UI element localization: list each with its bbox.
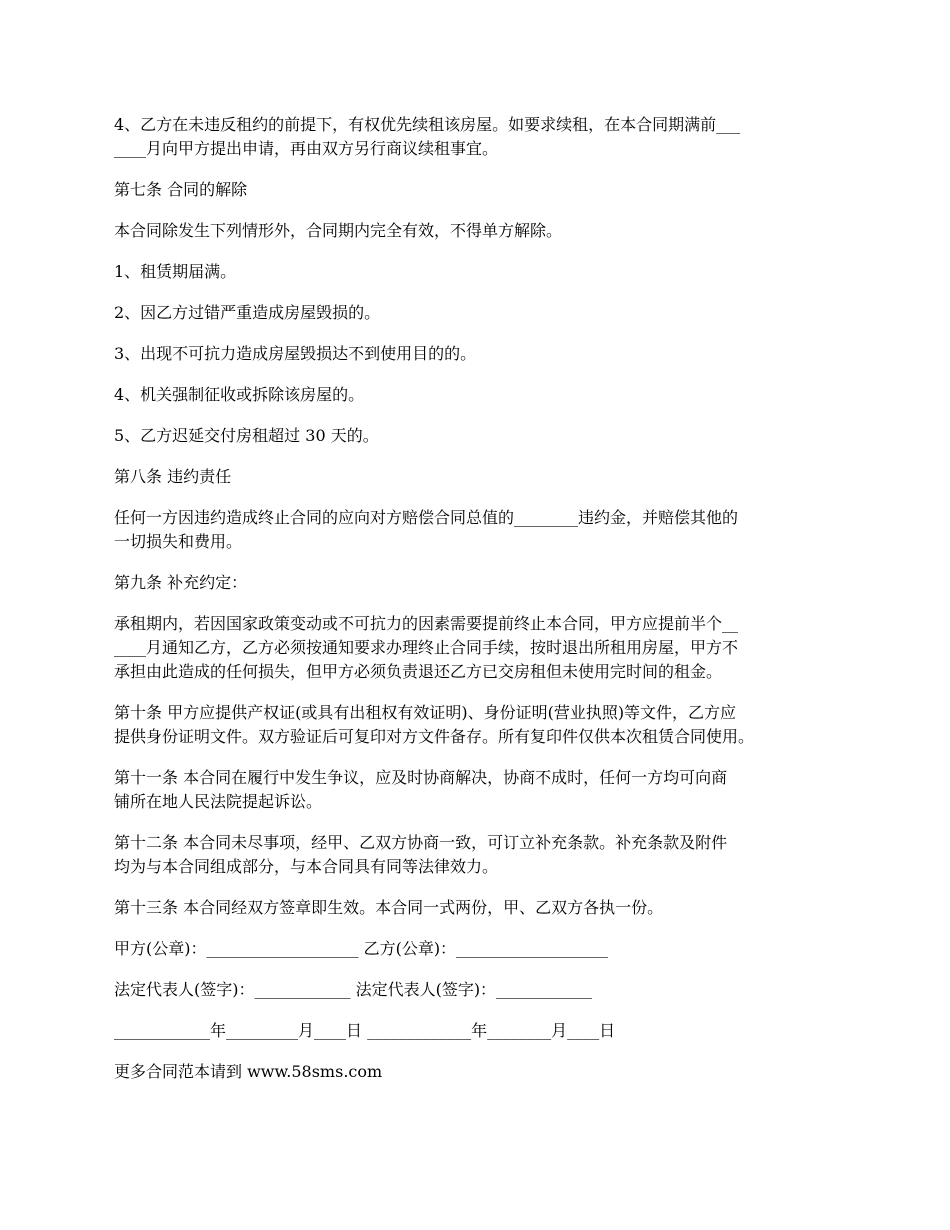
- text-line: 2、因乙方过错严重造成房屋毁损的。: [114, 303, 381, 322]
- text-line: 第九条 补充约定：: [114, 573, 248, 592]
- text-line: 4、乙方在未违反租约的前提下，有权优先续租该房屋。如要求续租，在本合同期满前___: [114, 115, 741, 134]
- text-line: ____月向甲方提出申请，再由双方另行商议续租事宜。: [114, 139, 499, 158]
- text-line: ____月通知乙方，乙方必须按通知要求办理终止合同手续，按时退出所租用房屋，甲方不: [114, 638, 739, 657]
- article-11: [114, 766, 850, 814]
- text-line: 第十三条 本合同经双方签章即生效。本合同一式两份，甲、乙双方各执一份。: [114, 898, 664, 917]
- text-line: 第八条 违约责任: [114, 467, 232, 486]
- article-9-body: [114, 612, 850, 684]
- text-line: ____________年_________月____日 _____________年________月____日: [114, 1021, 616, 1040]
- text-line: 本合同除发生下列情形外，合同期内完全有效，不得单方解除。: [114, 221, 563, 240]
- article-9-heading: [114, 571, 850, 595]
- text-line: 任何一方因违约造成终止合同的应向对方赔偿合同总值的________违约金，并赔偿其他的: [114, 508, 739, 527]
- text-line: 承担由此造成的任何损失，但甲方必须负责退还乙方已交房租但未使用完时间的租金。: [114, 662, 723, 681]
- text-line: 第七条 合同的解除: [114, 180, 248, 199]
- termination-item-1: [114, 260, 850, 284]
- text-line: 提供身份证明文件。双方验证后可复印对方文件备存。所有复印件仅供本次租赁合同使用。: [114, 727, 755, 746]
- termination-item-4: [114, 383, 850, 407]
- termination-item-2: [114, 301, 850, 325]
- text-line: 一切损失和费用。: [114, 532, 243, 551]
- article-8-body: [114, 506, 850, 554]
- article-13: [114, 896, 850, 920]
- termination-item-5: [114, 424, 850, 448]
- text-line: 承租期内，若因国家政策变动或不可抗力的因素需要提前终止本合同，甲方应提前半个__: [114, 614, 739, 633]
- text-line: 均为与本合同组成部分，与本合同具有同等法律效力。: [114, 857, 499, 876]
- text-line: 3、出现不可抗力造成房屋毁损达不到使用目的的。: [114, 344, 477, 363]
- text-line: 1、租赁期届满。: [114, 262, 237, 281]
- text-line: 甲方(公章)：___________________ 乙方(公章)：___________________: [114, 939, 609, 958]
- text-line: 第十一条 本合同在履行中发生争议，应及时协商解决，协商不成时，任何一方均可向商: [114, 768, 728, 787]
- text-line: 更多合同范本请到 www.58sms.com: [114, 1062, 383, 1081]
- signature-representative-line: [114, 978, 850, 1002]
- article-7-heading: [114, 178, 850, 202]
- text-line: 第十二条 本合同未尽事项，经甲、乙双方协商一致，可订立补充条款。补充条款及附件: [114, 833, 728, 852]
- signature-seal-line: [114, 937, 850, 961]
- text-line: 法定代表人(签字)：____________ 法定代表人(签字)：____________: [114, 980, 593, 999]
- article-8-heading: [114, 465, 850, 489]
- text-line: 第十条 甲方应提供产权证(或具有出租权有效证明)、身份证明(营业执照)等文件，乙方应: [114, 703, 737, 722]
- document-body: [114, 113, 850, 1101]
- article-10: [114, 701, 850, 749]
- footer-more-templates: [114, 1060, 850, 1084]
- signature-date-line: [114, 1019, 850, 1043]
- text-line: 4、机关强制征收或拆除该房屋的。: [114, 385, 365, 404]
- article-12: [114, 831, 850, 879]
- article-7-intro: [114, 219, 850, 243]
- termination-item-3: [114, 342, 850, 366]
- clause-renewal-item-4: [114, 113, 850, 161]
- text-line: 5、乙方迟延交付房租超过 30 天的。: [114, 426, 379, 445]
- text-line: 铺所在地人民法院提起诉讼。: [114, 792, 323, 811]
